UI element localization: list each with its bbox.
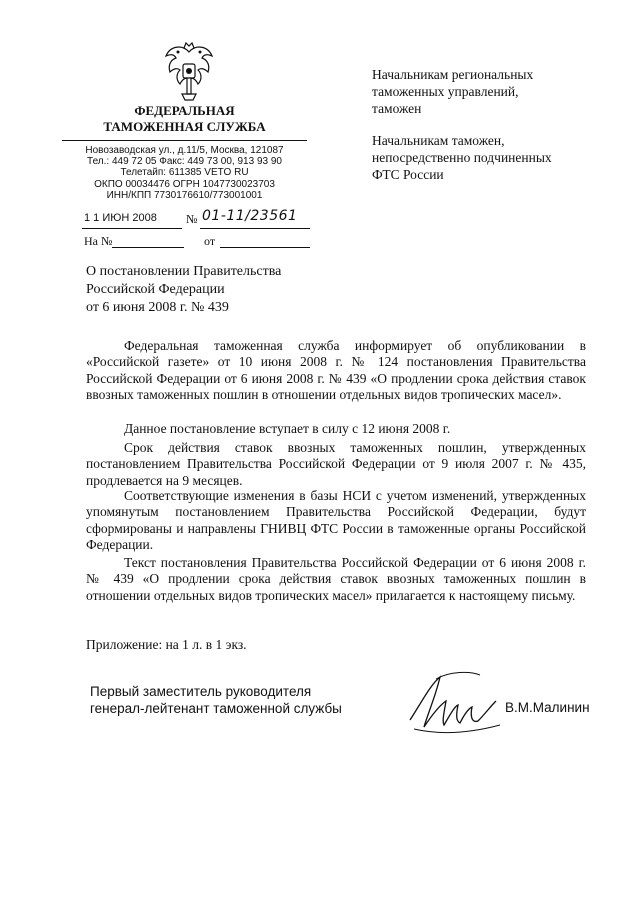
addressee-line: Начальникам таможен, (372, 133, 505, 148)
org-name-line1: ФЕДЕРАЛЬНАЯ (134, 103, 235, 118)
handwritten-signature (400, 665, 510, 740)
addressee-block-1 (372, 66, 622, 117)
ref-label: На № (84, 234, 113, 248)
position-line: Первый заместитель руководителя (90, 684, 312, 699)
subject-line: О постановлении Правительства (86, 264, 282, 279)
letterhead-divider (62, 140, 307, 141)
date-underline (82, 228, 182, 229)
body-paragraph-2: Данное постановление вступает в силу с 12 июня 2008 г. (124, 421, 451, 436)
org-name-line2: ТАМОЖЕННАЯ СЛУЖБА (103, 119, 266, 134)
subject-line: Российской Федерации (86, 282, 225, 297)
address-line: Новозаводская ул., д.11/5, Москва, 121087 (85, 145, 284, 156)
letter-date: 1 1 ИЮН 2008 (84, 212, 157, 224)
body-paragraph-1: Федеральная таможенная служба информирует об опубликовании в «Российской газете» от 10 июня 2008 г. № 124 постановления Правительства Российской Федерации от 6 июня 2008 г. № 439 «О продлении срока действия ставок ввозных таможенных пошлин в отношении отдельных видов тропических масел». (86, 338, 586, 403)
addressee-line: таможенных управлений, (372, 84, 519, 99)
okpo-line: ОКПО 00034476 ОГРН 1047730023703 (94, 178, 275, 190)
addressee-line: Начальникам региональных (372, 67, 534, 82)
attachment-note: Приложение: на 1 л. в 1 экз. (86, 637, 247, 652)
from-underline (220, 247, 310, 248)
number-underline (200, 228, 310, 229)
subject-line: от 6 июня 2008 г. № 439 (86, 300, 229, 315)
from-label: от (204, 234, 216, 248)
signatory-name: В.М.Малинин (505, 700, 590, 715)
contact-block (62, 145, 307, 201)
addressee-line: таможен (372, 101, 422, 116)
body-paragraph-4: Соответствующие изменения в базы НСИ с учетом изменений, утвержденных упомянутым постановлением Правительства Российской Федерации, будут сформированы и направлены ГНИВЦ ФТС России в таможенные органы Российской Федерации. (86, 488, 586, 553)
addressee-line: ФТС России (372, 167, 444, 182)
inn-line: ИНН/КПП 7730176610/773001001 (106, 189, 263, 201)
addressee-line: непосредственно подчиненных (372, 150, 552, 165)
ref-underline (112, 247, 184, 248)
teletype-line: Телетайп: 611385 VETO RU (120, 167, 249, 179)
position-line: генерал-лейтенант таможенной службы (90, 701, 342, 716)
phone-line: Тел.: 449 72 05 Факс: 449 73 00, 913 93 90 (87, 156, 282, 168)
body-paragraph-5: Текст постановления Правительства Российской Федерации от 6 июня 2008 г. № 439 «О продлении срока действия ставок ввозных таможенных пошлин в отношении отдельных видов тропических масел» прилагается к настоящему письму. (86, 555, 586, 603)
coat-of-arms-emblem (160, 40, 218, 104)
subject-block (86, 263, 386, 317)
addressee-block-2 (372, 132, 622, 183)
number-label: № (186, 212, 198, 226)
body-paragraph-3: Срок действия ставок ввозных таможенных пошлин, утвержденных постановлением Правительства Российской Федерации от 9 июля 2007 г. № 435, продлевается на 9 месяцев. (86, 440, 586, 488)
signatory-position (90, 683, 390, 717)
letter-number: 01-11/23561 (202, 208, 298, 224)
